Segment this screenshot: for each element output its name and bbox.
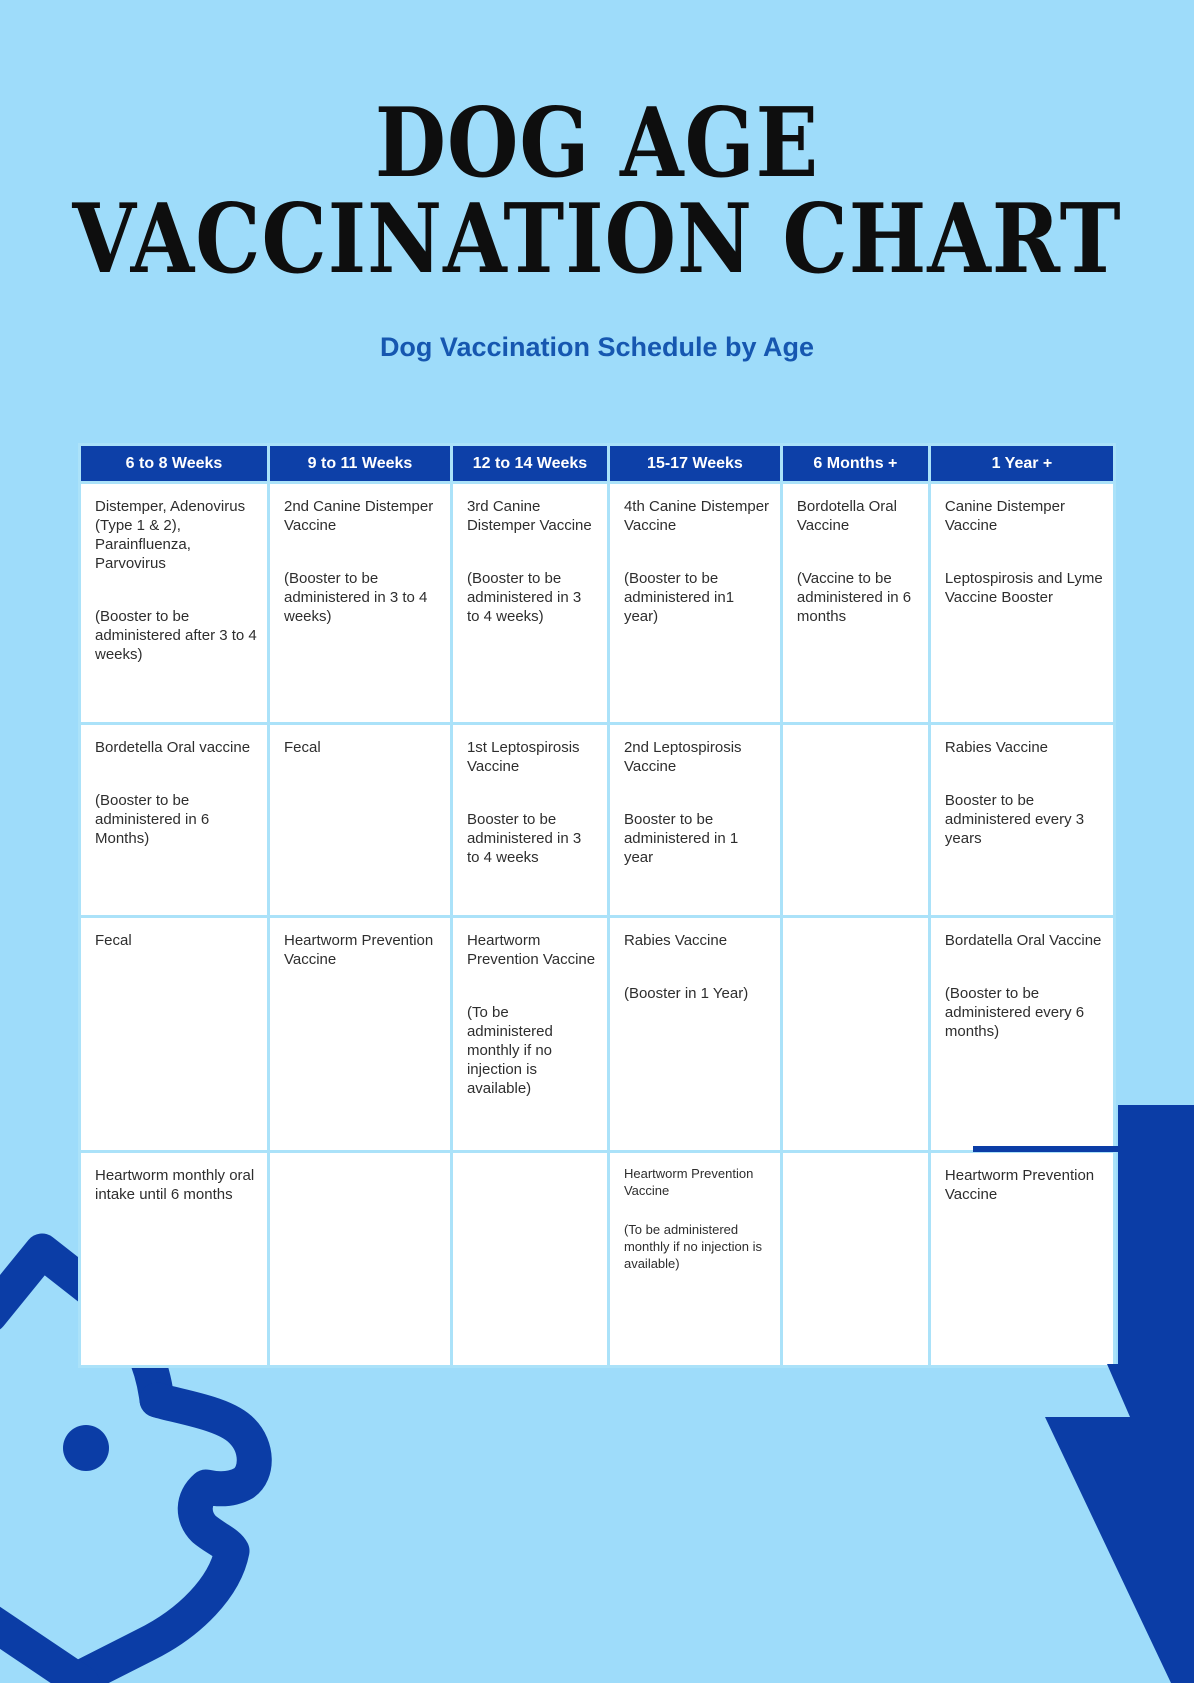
table-cell [610, 725, 783, 918]
cell-paragraph: Canine Distemper Vaccine [944, 498, 1065, 535]
table-cell [783, 725, 931, 918]
table-cell [270, 725, 453, 918]
cell-paragraph: 2nd Leptospirosis Vaccine [623, 739, 742, 776]
table-cell [81, 1153, 270, 1368]
cell-paragraph: Fecal [283, 739, 321, 756]
arrow-bolt-polygon [1045, 1105, 1194, 1683]
cell-paragraph: (Vaccine to be administered in 6 months [796, 570, 912, 626]
page-title-line1: DOG AGE [374, 88, 820, 200]
cell-paragraph: Leptospirosis and Lyme Vaccine Booster [944, 570, 1103, 607]
corner-arrow-shape [900, 1100, 1194, 1683]
cell-paragraph: 4th Canine Distemper Vaccine [623, 498, 770, 535]
cell-paragraph: Heartworm Prevention Vaccine [944, 1167, 1095, 1204]
table-cell [783, 484, 931, 725]
cell-paragraph: (Booster to be administered in 3 to 4 weeks) [283, 570, 428, 626]
cell-paragraph: Booster to be administered every 3 years [944, 792, 1085, 848]
horizontal-accent-line [973, 1146, 1118, 1152]
cell-paragraph: Fecal [95, 932, 132, 949]
table-cell [81, 484, 270, 725]
cell-paragraph: (Booster to be administered in 6 Months) [95, 792, 210, 848]
table-cell [931, 725, 1116, 918]
cell-paragraph: Heartworm Prevention Vaccine [283, 932, 434, 969]
cell-paragraph: 2nd Canine Distemper Vaccine [283, 498, 434, 535]
cell-paragraph: (Booster to be administered in1 year) [623, 570, 735, 626]
table-cell [453, 484, 610, 725]
cell-paragraph: (Booster to be administered in 3 to 4 weeks) [466, 570, 582, 626]
table-cell [610, 1153, 783, 1368]
cell-paragraph: Heartworm monthly oral intake until 6 months [95, 1167, 255, 1204]
table-cell [270, 1153, 453, 1368]
column-header: 6 to 8 Weeks [81, 446, 270, 484]
cell-paragraph: Bordetella Oral vaccine [95, 739, 251, 756]
cell-paragraph: Booster to be administered in 3 to 4 weeks [466, 811, 582, 867]
column-header: 6 Months + [783, 446, 931, 484]
column-header: 9 to 11 Weeks [270, 446, 453, 484]
cell-paragraph: (To be administered monthly if no injection is available) [623, 1221, 762, 1271]
table-cell [270, 484, 453, 725]
table-cell [931, 484, 1116, 725]
cell-paragraph: Rabies Vaccine [944, 739, 1049, 756]
page-subtitle: Dog Vaccination Schedule by Age [379, 332, 815, 362]
page-title [0, 88, 1194, 296]
cell-paragraph: Booster to be administered in 1 year [623, 811, 739, 867]
table-cell [453, 918, 610, 1153]
cell-paragraph: 3rd Canine Distemper Vaccine [466, 498, 592, 535]
table-cell [270, 918, 453, 1153]
cell-paragraph: (Booster to be administered after 3 to 4 weeks) [95, 608, 257, 664]
cell-paragraph: Rabies Vaccine [623, 932, 728, 949]
cell-paragraph: (To be administered monthly if no injection is available) [466, 1004, 553, 1098]
table-cell [453, 1153, 610, 1368]
cell-paragraph: Bordotella Oral Vaccine [796, 498, 897, 535]
column-header: 1 Year + [931, 446, 1116, 484]
cell-paragraph: (Booster to be administered every 6 months) [944, 985, 1085, 1041]
cell-paragraph: 1st Leptospirosis Vaccine [466, 739, 580, 776]
cell-paragraph: (Booster in 1 Year) [623, 985, 749, 1003]
page-title-line2: VACCINATION CHART [72, 184, 1122, 296]
table-cell [610, 918, 783, 1153]
table-cell [81, 725, 270, 918]
table-cell [453, 725, 610, 918]
table-cell [81, 918, 270, 1153]
column-header: 15-17 Weeks [610, 446, 783, 484]
cell-paragraph: Distemper, Adenovirus (Type 1 & 2), Parainfluenza, Parvovirus [95, 498, 246, 573]
table-cell [610, 484, 783, 725]
cell-paragraph: Heartworm Prevention Vaccine [466, 932, 596, 969]
cell-paragraph: Bordatella Oral Vaccine [944, 932, 1102, 949]
dog-eye-dot [63, 1425, 109, 1471]
column-header: 12 to 14 Weeks [453, 446, 610, 484]
cell-paragraph: Heartworm Prevention Vaccine [623, 1166, 754, 1198]
